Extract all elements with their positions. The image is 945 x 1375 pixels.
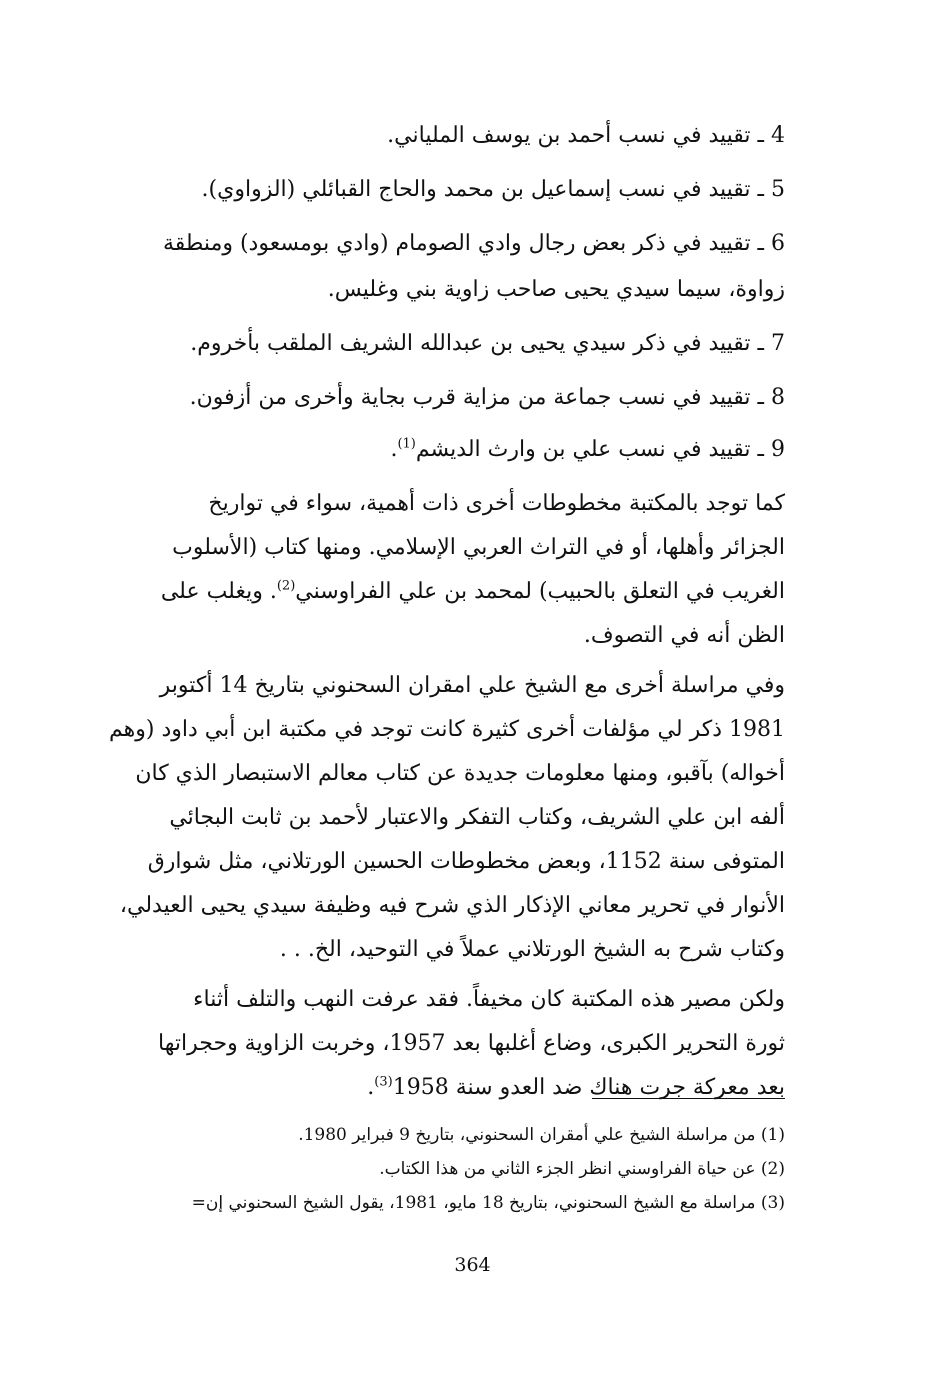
- paragraph-3-line-3-start: بعد معركة جرت هناك ضد العدو سنة 1958: [392, 1075, 785, 1100]
- paragraph-2-line-5: المتوفى سنة 1152، وبعض مخطوطات الحسين الورتلاني، مثل شوارق: [147, 849, 785, 874]
- list-item-7: [80, 322, 785, 366]
- list-text-end: .: [390, 437, 398, 462]
- footnote-ref-1: (1): [397, 436, 416, 452]
- list-number: 5: [771, 177, 785, 202]
- list-number: 7: [771, 331, 785, 356]
- paragraph-3-line-3: [80, 1066, 785, 1110]
- list-number: 8: [771, 385, 785, 410]
- paragraph-2-line-2: 1981 ذكر لي مؤلفات أخرى كثيرة كانت توجد في مكتبة ابن أبي داود (وهم: [109, 717, 785, 742]
- list-item-4: [80, 114, 785, 158]
- footnote-marker: (2): [760, 1159, 785, 1179]
- paragraph-3-line-1: ولكن مصير هذه المكتبة كان مخيفاً. فقد عرفت النهب والتلف أثناء: [193, 987, 785, 1012]
- paragraph-2-line-4: ألفه ابن علي الشريف، وكتاب التفكر والاعتبار لأحمد بن ثابت البجائي: [169, 805, 785, 830]
- footnote-ref-3: (3): [374, 1074, 393, 1090]
- list-text: ـ تقييد في ذكر بعض رجال وادي الصومام (وادي بومسعود) ومنطقة: [162, 231, 764, 256]
- footnote-text: من مراسلة الشيخ علي أمقران السحنوني، بتاريخ 9 فبراير 1980.: [298, 1125, 756, 1145]
- list-item-6: [80, 222, 785, 266]
- paragraph-1-line-3-end: . ويغلب على: [160, 579, 277, 604]
- paragraph-1-line-2: الجزائر وأهلها، أو في التراث العربي الإسلامي. ومنها كتاب (الأسلوب: [172, 535, 785, 560]
- footnote-ref-2: (2): [276, 578, 296, 594]
- list-item-5: [80, 168, 785, 212]
- list-text: ـ تقييد في نسب جماعة من مزاية قرب بجاية وأخرى من أزفون.: [189, 385, 764, 410]
- paragraph-2-line-1: وفي مراسلة أخرى مع الشيخ علي امقران السحنوني بتاريخ 14 أكتوبر: [159, 673, 785, 698]
- list-number: 4: [771, 123, 785, 148]
- page-number: 364: [454, 1254, 491, 1276]
- list-text: ـ تقييد في ذكر سيدي يحيى بن عبدالله الشريف الملقب بأخروم.: [190, 331, 764, 356]
- footnote-text: عن حياة الفراوسني انظر الجزء الثاني من هذا الكتاب.: [379, 1159, 756, 1179]
- list-number: 9: [771, 437, 785, 462]
- list-text: ـ تقييد في نسب أحمد بن يوسف الملياني.: [387, 123, 764, 148]
- footnote-separator: [592, 1098, 785, 1099]
- paragraph-2-line-7: وكتاب شرح به الشيخ الورتلاني عملاً في التوحيد، الخ. . .: [279, 937, 785, 962]
- footnote-marker: (3): [760, 1193, 785, 1213]
- footnote-3: [80, 1186, 785, 1220]
- list-item-9: [80, 428, 785, 472]
- paragraph-2-line-6: الأنوار في تحرير معاني الإذكار الذي شرح فيه وظيفة سيدي يحيى العيدلي،: [119, 893, 785, 918]
- paragraph-1-line-4: الظن أنه في التصوف.: [583, 623, 785, 648]
- list-text: ـ تقييد في نسب إسماعيل بن محمد والحاج القبائلي (الزواوي).: [201, 177, 764, 202]
- paragraph-3-line-3-end: .: [367, 1075, 375, 1100]
- list-number: 6: [771, 231, 785, 256]
- paragraph-1-line-3-start: الغريب في التعلق بالحبيب) لمحمد بن علي الفراوسني: [295, 579, 785, 604]
- list-item-8: [80, 376, 785, 420]
- paragraph-2-line-3: أخواله) بآقبو، ومنها معلومات جديدة عن كتاب معالم الاستبصار الذي كان: [135, 761, 785, 786]
- footnote-marker: (1): [760, 1125, 785, 1145]
- footnote-2: [80, 1152, 785, 1186]
- list-text: ـ تقييد في نسب علي بن وارث الديشم: [415, 437, 764, 462]
- footnote-text: مراسلة مع الشيخ السحنوني، بتاريخ 18 مايو، 1981، يقول الشيخ السحنوني إن=: [191, 1193, 756, 1213]
- paragraph-1-line-3: [80, 570, 785, 614]
- list-item-6-continuation: زواوة، سيما سيدي يحيى صاحب زاوية بني وغليس.: [327, 277, 785, 302]
- paragraph-3-line-2: ثورة التحرير الكبرى، وضاع أغلبها بعد 1957، وخربت الزاوية وحجراتها: [158, 1031, 785, 1056]
- footnote-1: [80, 1118, 785, 1152]
- paragraph-1-line-1: كما توجد بالمكتبة مخطوطات أخرى ذات أهمية، سواء في تواريخ: [208, 491, 785, 516]
